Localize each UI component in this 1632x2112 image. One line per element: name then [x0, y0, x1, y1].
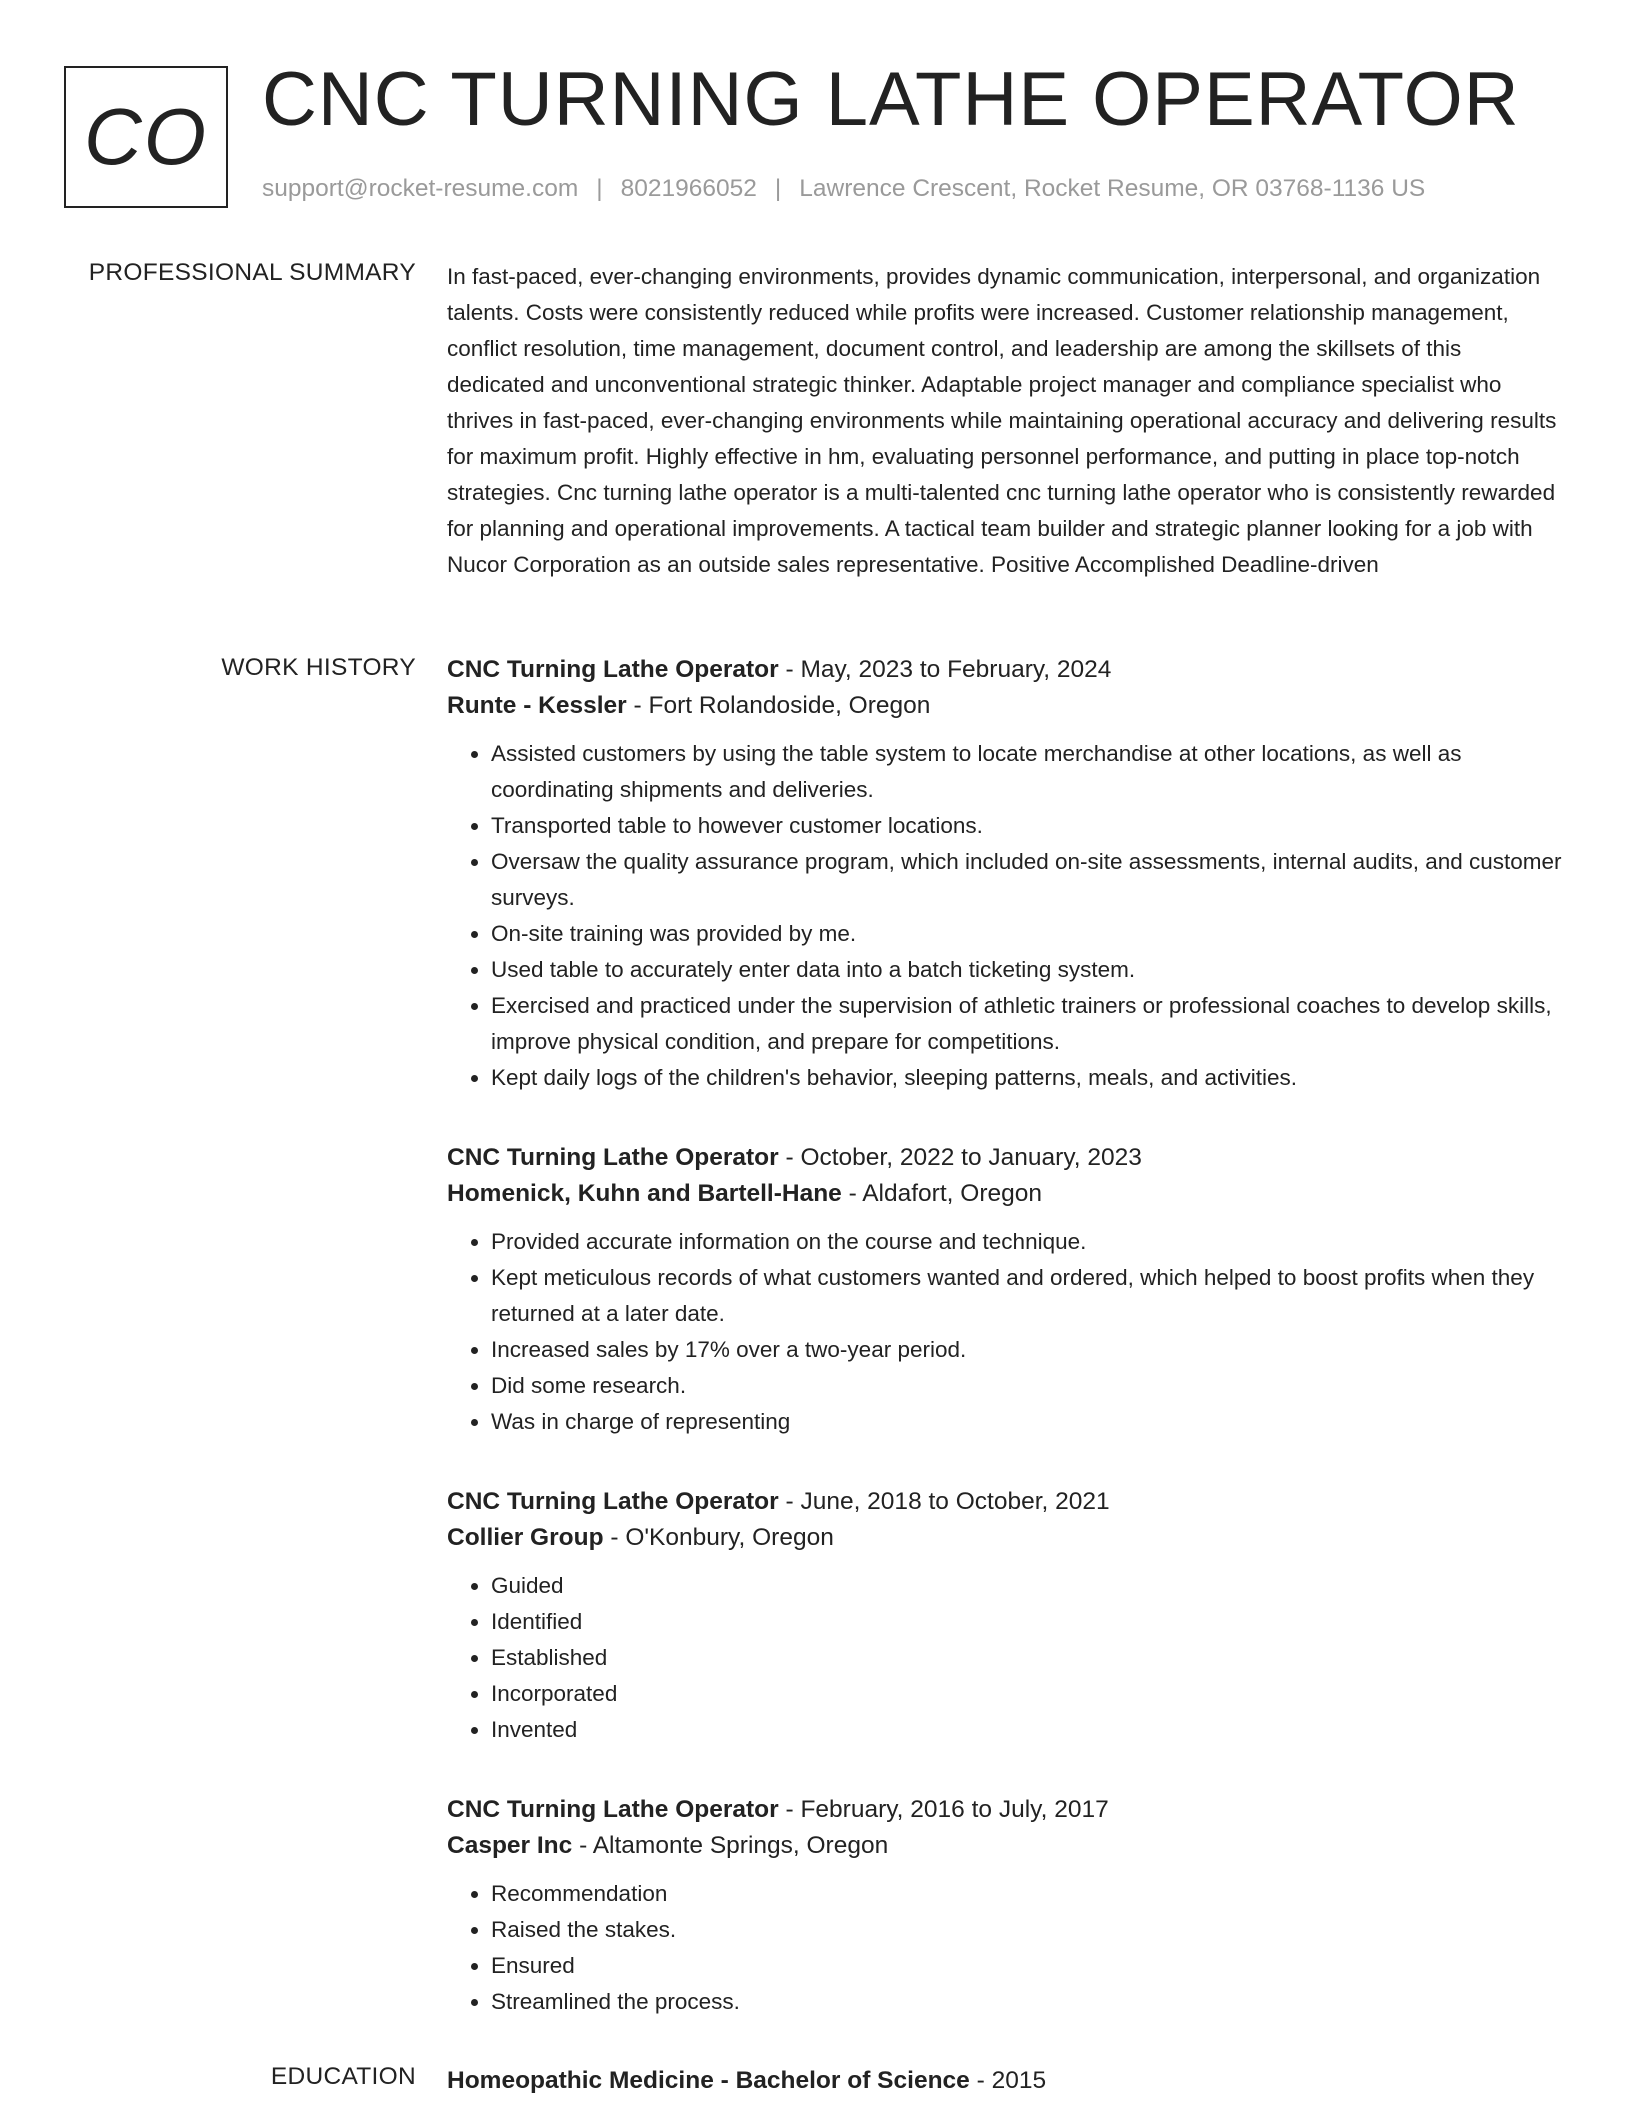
job-company: Homenick, Kuhn and Bartell-Hane	[447, 1180, 842, 1207]
section-label-work-history: WORK HISTORY	[221, 654, 416, 681]
job-bullet: • Recommendation	[491, 1876, 1562, 1912]
job-bullet: • Did some research.	[491, 1368, 1562, 1404]
job-location: - O'Konbury, Oregon	[603, 1524, 834, 1551]
education-year: - 2015	[969, 2067, 1047, 2094]
job-bullet: • Transported table to however customer locations.	[491, 808, 1562, 844]
job-bullet: • Kept meticulous records of what customers wanted and ordered, which helped to boost profits when they returned at a later date.	[491, 1260, 1562, 1332]
job-bullet: • Kept daily logs of the children's behavior, sleeping patterns, meals, and activities.	[491, 1060, 1562, 1096]
job-bullet: • Invented	[491, 1712, 1562, 1748]
job-company-line	[447, 688, 1562, 724]
job-bullets	[447, 1568, 1562, 1748]
job-entry	[447, 652, 1562, 1096]
job-dates: - October, 2022 to January, 2023	[778, 1144, 1142, 1171]
section-label-summary: PROFESSIONAL SUMMARY	[88, 259, 416, 286]
job-title: CNC Turning Lathe Operator	[447, 1796, 779, 1823]
job-entry	[447, 1484, 1562, 1748]
job-company: Runte - Kessler	[447, 692, 627, 719]
education-entry	[447, 2063, 1562, 2099]
job-bullet: • Exercised and practiced under the supervision of athletic trainers or professional coaches to develop skills, improve physical condition, and prepare for competitions.	[491, 988, 1562, 1060]
job-title-line	[447, 1792, 1562, 1828]
job-title-line	[447, 1140, 1562, 1176]
job-location: - Fort Rolandoside, Oregon	[626, 692, 931, 719]
job-bullet: • Streamlined the process.	[491, 1984, 1562, 2020]
job-bullet: • Guided	[491, 1568, 1562, 1604]
contact-phone[interactable]: 8021966052	[620, 175, 757, 202]
job-bullet: • Established	[491, 1640, 1562, 1676]
contact-separator: |	[596, 175, 603, 202]
education-degree: Homeopathic Medicine - Bachelor of Science	[447, 2067, 970, 2094]
job-bullet: • Raised the stakes.	[491, 1912, 1562, 1948]
job-entry	[447, 1792, 1562, 2020]
job-dates: - May, 2023 to February, 2024	[778, 656, 1112, 683]
contact-email[interactable]: support@rocket-resume.com	[262, 175, 579, 202]
job-title-line	[447, 652, 1562, 688]
monogram-initials: CO	[84, 92, 208, 181]
job-location: - Altamonte Springs, Oregon	[572, 1832, 889, 1859]
contact-address: Lawrence Crescent, Rocket Resume, OR 03768-1136 US	[799, 175, 1426, 202]
job-dates: - February, 2016 to July, 2017	[778, 1796, 1109, 1823]
job-title-line	[447, 1484, 1562, 1520]
job-bullet: • On-site training was provided by me.	[491, 916, 1562, 952]
job-bullet: • Provided accurate information on the course and technique.	[491, 1224, 1562, 1260]
summary-section	[447, 259, 1562, 583]
job-company-line	[447, 1176, 1562, 1212]
monogram-box	[64, 66, 228, 208]
job-location: - Aldafort, Oregon	[841, 1180, 1042, 1207]
job-bullet: • Was in charge of representing	[491, 1404, 1562, 1440]
resume-title: CNC TURNING LATHE OPERATOR	[262, 57, 1520, 142]
job-bullet: • Oversaw the quality assurance program, which included on-site assessments, internal audits, and customer surveys.	[491, 844, 1562, 916]
job-dates: - June, 2018 to October, 2021	[778, 1488, 1110, 1515]
job-bullet: • Identified	[491, 1604, 1562, 1640]
contact-line	[262, 175, 1425, 203]
job-bullet: • Ensured	[491, 1948, 1562, 1984]
job-bullet: • Increased sales by 17% over a two-year period.	[491, 1332, 1562, 1368]
job-entry	[447, 1140, 1562, 1440]
contact-separator: |	[774, 175, 782, 202]
job-bullets	[447, 736, 1562, 1096]
job-bullets	[447, 1224, 1562, 1440]
education-degree-line	[447, 2063, 1562, 2099]
job-company: Casper Inc	[447, 1832, 573, 1859]
job-bullets	[447, 1876, 1562, 2020]
job-company-line	[447, 1828, 1562, 1864]
job-bullet: • Used table to accurately enter data into a batch ticketing system.	[491, 952, 1562, 988]
job-title: CNC Turning Lathe Operator	[447, 656, 779, 683]
job-bullet: • Assisted customers by using the table system to locate merchandise at other locations, as well as coordinating shipments and deliveries.	[491, 736, 1562, 808]
summary-text: In fast-paced, ever-changing environments, provides dynamic communication, interpersonal, and organization talents. Costs were consistently reduced while profits were increased. Customer relationship management, conflict resolution, time management, document control, and leadership are among the skillsets of this dedicated and unconventional strategic thinker. Adaptable project manager and compliance specialist who thrives in fast-paced, ever-changing environments while maintaining operational accuracy and delivering results for maximum profit. Highly effective in hm, evaluating personnel performance, and putting in place top-notch strategies. Cnc turning lathe operator is a multi-talented cnc turning lathe operator who is consistently rewarded for planning and operational improvements. A tactical team builder and strategic planner looking for a job with Nucor Corporation as an outside sales representative. Positive Accomplished Deadline-driven	[447, 264, 1557, 577]
job-company-line	[447, 1520, 1562, 1556]
job-title: CNC Turning Lathe Operator	[447, 1488, 779, 1515]
job-title: CNC Turning Lathe Operator	[447, 1144, 779, 1171]
section-label-education: EDUCATION	[270, 2063, 416, 2090]
job-company: Collier Group	[447, 1524, 604, 1551]
job-bullet: • Incorporated	[491, 1676, 1562, 1712]
